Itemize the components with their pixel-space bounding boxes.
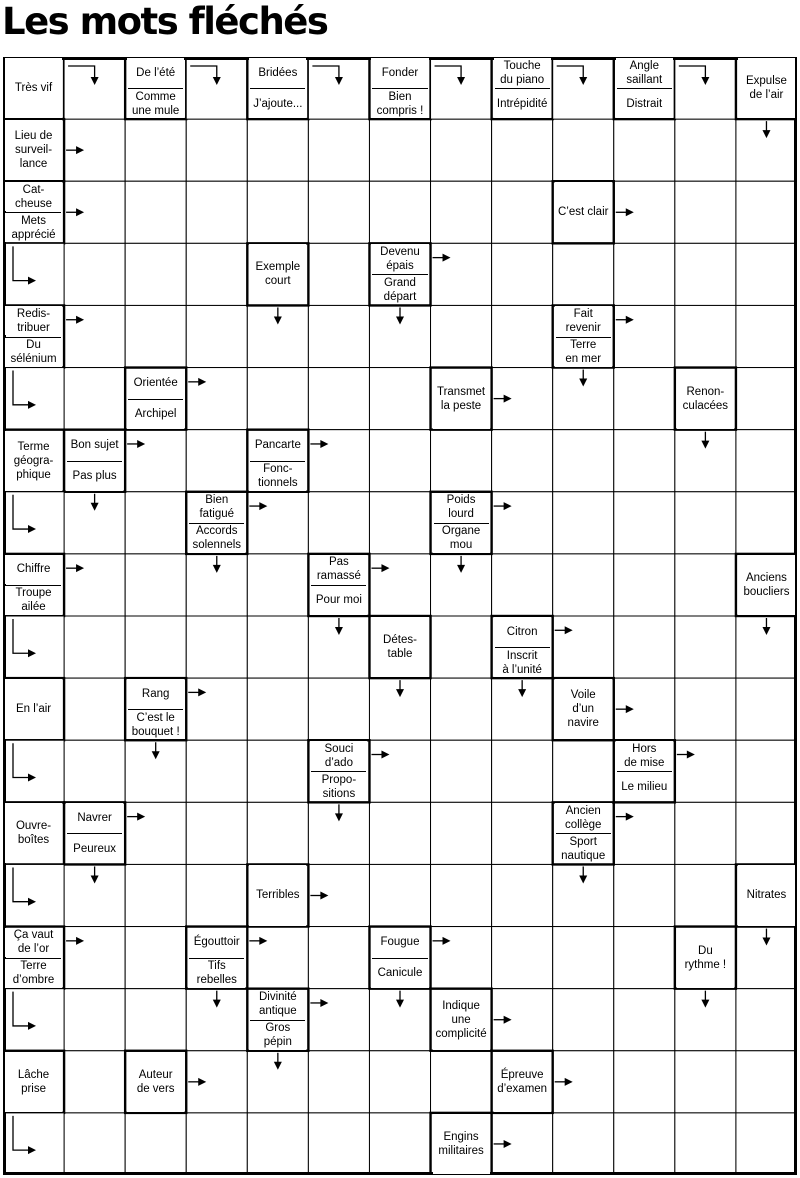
answer-cell[interactable] <box>125 430 186 492</box>
clue-bottom: Organe mou <box>433 524 490 553</box>
clue-divider <box>311 771 366 772</box>
answer-cell[interactable] <box>125 492 186 554</box>
clue-bottom: Terre en mer <box>555 338 612 367</box>
answer-cell[interactable] <box>64 989 125 1051</box>
answer-cell[interactable] <box>3 864 64 926</box>
clue-top: Fait revenir <box>555 306 612 335</box>
clue-top: Bridées <box>249 58 306 87</box>
answer-cell[interactable] <box>308 305 369 367</box>
clue-top: Rang <box>127 679 184 708</box>
answer-cell[interactable] <box>308 430 369 492</box>
clue-divider <box>372 274 427 275</box>
answer-cell[interactable] <box>736 305 797 367</box>
clue-text: C’est clair <box>555 182 612 242</box>
answer-cell[interactable] <box>675 740 736 802</box>
clue-bottom: Terre d’ombre <box>5 959 62 988</box>
answer-cell[interactable] <box>308 368 369 430</box>
answer-cell[interactable] <box>308 181 369 243</box>
clue-bottom: Fonc- tionnels <box>249 462 306 491</box>
answer-cell[interactable] <box>736 678 797 740</box>
answer-cell[interactable] <box>614 554 675 616</box>
answer-cell[interactable] <box>369 492 430 554</box>
clue-divider <box>556 833 611 834</box>
clue-text: Anciens boucliers <box>738 555 795 615</box>
answer-cell[interactable] <box>492 243 553 305</box>
answer-cell[interactable] <box>308 927 369 989</box>
answer-cell[interactable] <box>125 1113 186 1175</box>
clue-divider <box>67 833 122 834</box>
answer-cell[interactable] <box>3 492 64 554</box>
answer-cell[interactable] <box>369 740 430 802</box>
answer-cell[interactable] <box>553 243 614 305</box>
clue-divider <box>250 1020 305 1021</box>
answer-cell[interactable] <box>675 864 736 926</box>
answer-cell[interactable] <box>64 554 125 616</box>
clue-bottom: Bien compris ! <box>371 89 428 118</box>
clue-top: Pancarte <box>249 431 306 460</box>
answer-cell[interactable] <box>369 864 430 926</box>
answer-cell[interactable] <box>186 181 247 243</box>
clue-top: Fougue <box>371 928 428 957</box>
clue-divider <box>495 647 550 648</box>
answer-cell[interactable] <box>614 243 675 305</box>
answer-cell[interactable] <box>369 1113 430 1175</box>
grid-lines <box>3 57 797 1175</box>
clue-text: Très vif <box>5 58 62 118</box>
clue-divider <box>617 771 672 772</box>
clue-bottom: Comme une mule <box>127 89 184 118</box>
answer-cell[interactable] <box>125 864 186 926</box>
answer-cell[interactable] <box>186 119 247 181</box>
clue-bottom: Gros pépin <box>249 1021 306 1050</box>
answer-cell[interactable] <box>492 181 553 243</box>
answer-cell[interactable] <box>186 368 247 430</box>
answer-cell[interactable] <box>675 119 736 181</box>
clue-bottom: Le milieu <box>616 772 673 801</box>
clue-top: Divinité antique <box>249 990 306 1019</box>
answer-cell[interactable] <box>247 927 308 989</box>
clue-bottom: Sport nautique <box>555 834 612 863</box>
answer-cell[interactable] <box>675 1051 736 1113</box>
answer-cell[interactable] <box>736 492 797 554</box>
answer-cell[interactable] <box>431 1051 492 1113</box>
answer-cell[interactable] <box>308 119 369 181</box>
clue-top: Navrer <box>66 803 123 832</box>
answer-cell[interactable] <box>614 802 675 864</box>
answer-cell[interactable] <box>675 243 736 305</box>
clue-divider <box>6 958 61 959</box>
clue-bottom: Propo- sitions <box>310 772 367 801</box>
clue-top: Chiffre <box>5 555 62 584</box>
answer-cell[interactable] <box>3 1113 64 1175</box>
answer-cell[interactable] <box>308 492 369 554</box>
answer-cell[interactable] <box>614 864 675 926</box>
answer-cell[interactable] <box>64 368 125 430</box>
answer-cell[interactable] <box>431 678 492 740</box>
clue-text: Transmet la peste <box>433 369 490 429</box>
clue-bottom: Tifs rebelles <box>188 959 245 988</box>
clue-divider <box>250 461 305 462</box>
answer-cell[interactable] <box>186 740 247 802</box>
answer-cell[interactable] <box>247 368 308 430</box>
answer-cell[interactable] <box>553 989 614 1051</box>
clue-bottom: C’est le bouquet ! <box>127 710 184 739</box>
clue-bottom: Du sélénium <box>5 338 62 367</box>
clue-divider <box>495 88 550 89</box>
clue-top: Fonder <box>371 58 428 87</box>
answer-cell[interactable] <box>675 678 736 740</box>
answer-cell[interactable] <box>431 616 492 678</box>
answer-cell[interactable] <box>492 927 553 989</box>
clue-top: De l’été <box>127 58 184 87</box>
clue-text: Voile d’un navire <box>555 679 612 739</box>
answer-cell[interactable] <box>431 305 492 367</box>
clue-top: Angle saillant <box>616 58 673 87</box>
answer-cell[interactable] <box>492 740 553 802</box>
clue-divider <box>67 461 122 462</box>
clue-text: Du rythme ! <box>677 928 734 988</box>
answer-cell[interactable] <box>736 1051 797 1113</box>
answer-cell[interactable] <box>431 927 492 989</box>
answer-cell[interactable] <box>431 740 492 802</box>
clue-text: Exemple court <box>249 244 306 304</box>
answer-cell[interactable] <box>736 243 797 305</box>
answer-cell[interactable] <box>675 802 736 864</box>
answer-cell[interactable] <box>186 864 247 926</box>
page-title: Les mots fléchés <box>2 0 328 43</box>
answer-cell[interactable] <box>553 740 614 802</box>
answer-cell[interactable] <box>247 554 308 616</box>
clue-text: Épreuve d’examen <box>494 1052 551 1112</box>
answer-cell[interactable] <box>247 616 308 678</box>
answer-cell[interactable] <box>3 740 64 802</box>
clue-divider <box>556 337 611 338</box>
clue-text: Auteur de vers <box>127 1052 184 1112</box>
answer-cell[interactable] <box>736 740 797 802</box>
answer-cell[interactable] <box>186 1113 247 1175</box>
answer-cell[interactable] <box>186 243 247 305</box>
answer-cell[interactable] <box>614 492 675 554</box>
answer-cell[interactable] <box>125 616 186 678</box>
clue-top: Ça vaut de l’or <box>5 928 62 957</box>
answer-cell[interactable] <box>553 119 614 181</box>
clue-text: Détes- table <box>371 617 428 677</box>
answer-cell[interactable] <box>308 1051 369 1113</box>
answer-cell[interactable] <box>64 678 125 740</box>
clue-text: Indique une complicité <box>433 990 490 1050</box>
clue-top: Égouttoir <box>188 928 245 957</box>
answer-cell[interactable] <box>3 368 64 430</box>
answer-cell[interactable] <box>614 430 675 492</box>
answer-cell[interactable] <box>675 305 736 367</box>
clue-top: Citron <box>494 617 551 646</box>
answer-cell[interactable] <box>492 305 553 367</box>
clue-bottom: Mets apprécié <box>5 213 62 242</box>
answer-cell[interactable] <box>64 1051 125 1113</box>
clue-divider <box>434 523 489 524</box>
answer-cell[interactable] <box>247 119 308 181</box>
clue-top: Orientée <box>127 369 184 398</box>
answer-cell[interactable] <box>736 802 797 864</box>
answer-cell[interactable] <box>675 616 736 678</box>
answer-cell[interactable] <box>675 554 736 616</box>
clue-bottom: Canicule <box>371 959 428 988</box>
answer-cell[interactable] <box>186 430 247 492</box>
clue-bottom: Pour moi <box>310 586 367 615</box>
answer-cell[interactable] <box>736 1113 797 1175</box>
answer-cell[interactable] <box>186 616 247 678</box>
answer-cell[interactable] <box>308 989 369 1051</box>
clue-top: Ancien collège <box>555 803 612 832</box>
clue-divider <box>6 337 61 338</box>
answer-cell[interactable] <box>369 119 430 181</box>
clue-text: Ouvre- boîtes <box>5 803 62 863</box>
answer-cell[interactable] <box>736 989 797 1051</box>
answer-cell[interactable] <box>431 430 492 492</box>
crossword-grid <box>3 57 797 1175</box>
clue-divider <box>6 585 61 586</box>
clue-text: Terribles <box>249 865 306 925</box>
answer-cell[interactable] <box>125 802 186 864</box>
clue-top: Redis- tribuer <box>5 306 62 335</box>
answer-cell[interactable] <box>492 802 553 864</box>
answer-cell[interactable] <box>186 678 247 740</box>
answer-cell[interactable] <box>247 802 308 864</box>
answer-cell[interactable] <box>64 740 125 802</box>
answer-cell[interactable] <box>308 243 369 305</box>
answer-cell[interactable] <box>614 989 675 1051</box>
answer-cell[interactable] <box>247 1113 308 1175</box>
clue-top: Bon sujet <box>66 431 123 460</box>
answer-cell[interactable] <box>431 802 492 864</box>
clue-text: Lieu de surveil- lance <box>5 120 62 180</box>
answer-cell[interactable] <box>431 243 492 305</box>
answer-cell[interactable] <box>186 802 247 864</box>
clue-text: Terme géogra- phique <box>5 431 62 491</box>
clue-text: Renon- culacées <box>677 369 734 429</box>
answer-cell[interactable] <box>125 554 186 616</box>
answer-cell[interactable] <box>369 368 430 430</box>
clue-divider <box>311 585 366 586</box>
answer-cell[interactable] <box>3 616 64 678</box>
answer-cell[interactable] <box>125 243 186 305</box>
answer-cell[interactable] <box>614 1051 675 1113</box>
answer-cell[interactable] <box>308 1113 369 1175</box>
answer-cell[interactable] <box>492 492 553 554</box>
answer-cell[interactable] <box>186 305 247 367</box>
answer-cell[interactable] <box>125 119 186 181</box>
answer-cell[interactable] <box>125 927 186 989</box>
answer-cell[interactable] <box>247 492 308 554</box>
answer-cell[interactable] <box>64 1113 125 1175</box>
answer-cell[interactable] <box>492 864 553 926</box>
clue-text: Lâche prise <box>5 1052 62 1112</box>
clue-bottom: J’ajoute... <box>249 89 306 118</box>
answer-cell[interactable] <box>553 1113 614 1175</box>
answer-cell[interactable] <box>369 430 430 492</box>
clue-text: Nitrates <box>738 865 795 925</box>
clue-top: Souci d’ado <box>310 741 367 770</box>
clue-bottom: Accords solennels <box>188 524 245 553</box>
answer-cell[interactable] <box>492 430 553 492</box>
clue-divider <box>128 709 183 710</box>
clue-top: Pas ramassé <box>310 555 367 584</box>
clue-divider <box>250 88 305 89</box>
answer-cell[interactable] <box>64 243 125 305</box>
clue-bottom: Inscrit à l’unité <box>494 648 551 677</box>
answer-cell[interactable] <box>553 492 614 554</box>
clue-divider <box>372 958 427 959</box>
clue-bottom: Peureux <box>66 834 123 863</box>
answer-cell[interactable] <box>675 492 736 554</box>
clue-bottom: Grand départ <box>371 275 428 304</box>
answer-cell[interactable] <box>64 927 125 989</box>
answer-cell[interactable] <box>736 368 797 430</box>
answer-cell[interactable] <box>431 864 492 926</box>
clue-text: En l’air <box>5 679 62 739</box>
answer-cell[interactable] <box>675 181 736 243</box>
clue-bottom: Archipel <box>127 400 184 429</box>
answer-cell[interactable] <box>553 616 614 678</box>
answer-cell[interactable] <box>431 181 492 243</box>
answer-cell[interactable] <box>553 430 614 492</box>
clue-top: Devenu épais <box>371 244 428 273</box>
answer-cell[interactable] <box>125 181 186 243</box>
clue-bottom: Troupe ailée <box>5 586 62 615</box>
answer-cell[interactable] <box>614 616 675 678</box>
answer-cell[interactable] <box>64 616 125 678</box>
answer-cell[interactable] <box>614 368 675 430</box>
clue-divider <box>189 958 244 959</box>
clue-divider <box>128 88 183 89</box>
answer-cell[interactable] <box>553 554 614 616</box>
clue-bottom: Intrépidité <box>494 89 551 118</box>
answer-cell[interactable] <box>247 181 308 243</box>
clue-top: Poids lourd <box>433 493 490 522</box>
answer-cell[interactable] <box>736 430 797 492</box>
answer-cell[interactable] <box>614 1113 675 1175</box>
answer-cell[interactable] <box>247 740 308 802</box>
answer-cell[interactable] <box>492 119 553 181</box>
answer-cell[interactable] <box>125 989 186 1051</box>
answer-cell[interactable] <box>3 989 64 1051</box>
answer-cell[interactable] <box>369 554 430 616</box>
clue-top: Bien fatigué <box>188 493 245 522</box>
answer-cell[interactable] <box>125 305 186 367</box>
answer-cell[interactable] <box>431 119 492 181</box>
clue-text: Engins militaires <box>433 1114 490 1174</box>
answer-cell[interactable] <box>614 927 675 989</box>
clue-text: Expulse de l’air <box>738 58 795 118</box>
clue-top: Hors de mise <box>616 741 673 770</box>
clue-divider <box>128 399 183 400</box>
answer-cell[interactable] <box>736 181 797 243</box>
answer-cell[interactable] <box>492 554 553 616</box>
answer-cell[interactable] <box>614 305 675 367</box>
clue-bottom: Pas plus <box>66 462 123 491</box>
answer-cell[interactable] <box>369 1051 430 1113</box>
answer-cell[interactable] <box>369 802 430 864</box>
answer-cell[interactable] <box>64 305 125 367</box>
clue-bottom: Distrait <box>616 89 673 118</box>
clue-divider <box>189 523 244 524</box>
answer-cell[interactable] <box>553 927 614 989</box>
clue-top: Cat- cheuse <box>5 182 62 211</box>
answer-cell[interactable] <box>369 181 430 243</box>
clue-divider <box>372 88 427 89</box>
clue-divider <box>617 88 672 89</box>
clue-divider <box>6 212 61 213</box>
clue-top: Touche du piano <box>494 58 551 87</box>
answer-cell[interactable] <box>3 243 64 305</box>
answer-cell[interactable] <box>247 678 308 740</box>
answer-cell[interactable] <box>675 1113 736 1175</box>
answer-cell[interactable] <box>308 678 369 740</box>
answer-cell[interactable] <box>614 119 675 181</box>
